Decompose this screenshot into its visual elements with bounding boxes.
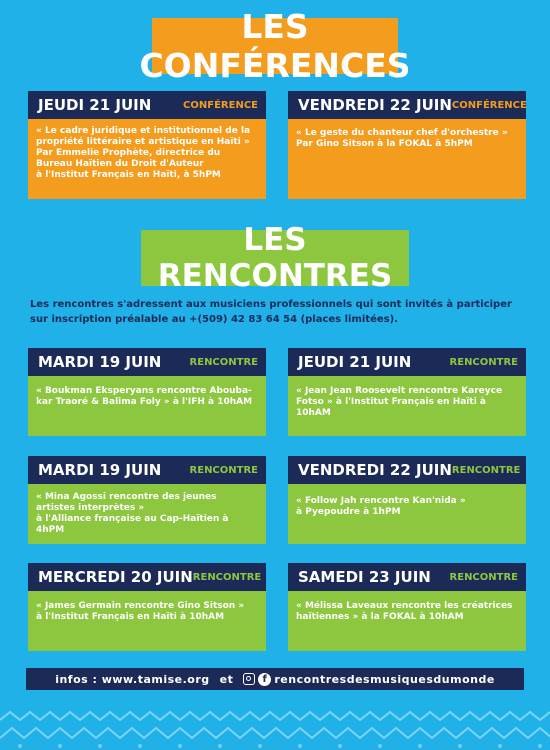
card-line: « Boukman Eksperyans rencontre Abouba-kar Traoré & Balima Foly » à l'IFH à 10hAM <box>36 386 253 407</box>
card-body <box>288 591 526 651</box>
card-line: à Pyepoudre à 1hPM <box>296 507 401 517</box>
conference-card <box>288 91 526 199</box>
card-type: CONFÉRENCE <box>451 99 527 111</box>
facebook-icon[interactable]: f <box>258 673 271 686</box>
card-date: MARDI 19 JUIN <box>38 353 162 371</box>
card-date: MARDI 19 JUIN <box>38 461 162 479</box>
rencontre-card <box>28 456 266 544</box>
card-date: VENDREDI 22 JUIN <box>298 96 452 114</box>
social-handle[interactable]: rencontresdesmusiquesdumonde <box>274 672 495 686</box>
card-header <box>288 91 526 119</box>
conference-card <box>28 91 266 199</box>
card-body <box>28 484 266 544</box>
card-line: « Le geste du chanteur chef d'orchestre » <box>296 128 508 138</box>
card-date: JEUDI 21 JUIN <box>38 96 152 114</box>
card-body <box>28 119 266 199</box>
card-body <box>28 376 266 436</box>
card-line: « James Germain rencontre Gino Sitson » <box>36 601 245 611</box>
card-line: Par Gino Sitson à la FOKAL à 5hPM <box>296 139 473 149</box>
rencontre-card <box>28 348 266 436</box>
card-date: SAMEDI 23 JUIN <box>298 568 431 586</box>
card-header <box>28 91 266 119</box>
card-line: à l'Alliance française au Cap-Haïtien à 4hPM <box>36 514 229 535</box>
card-line: à l'Institut Français en Haïti, à 5hPM <box>36 170 221 180</box>
instagram-icon[interactable] <box>243 673 255 685</box>
footer-bar <box>26 668 524 690</box>
card-line: « Mélissa Laveaux rencontre les créatrices haïtiennes » à la FOKAL à 10hAM <box>296 601 513 622</box>
card-line: « Mina Agossi rencontre des jeunes artistes interprètes » <box>36 492 217 513</box>
footer-infos[interactable]: infos : www.tamise.org <box>55 672 210 686</box>
card-type: RENCONTRE <box>449 356 518 368</box>
card-body <box>288 484 526 544</box>
card-line: Par Emmelie Prophète, directrice du Bureau Haïtien du Droit d'Auteur <box>36 148 221 169</box>
card-line: « Follow Jah rencontre Kan'nida » <box>296 496 466 506</box>
card-type: RENCONTRE <box>189 356 258 368</box>
card-date: MERCREDI 20 JUIN <box>38 568 193 586</box>
card-line: « Jean Jean Roosevelt rencontre Kareyce Fotso » à l'Institut Français en Haïti à 10hAM <box>296 386 503 418</box>
card-header <box>28 348 266 376</box>
card-header <box>288 563 526 591</box>
social-links <box>243 673 494 686</box>
card-type: RENCONTRE <box>449 571 518 583</box>
card-line: à l'Institut Français en Haïti à 10hAM <box>36 612 225 622</box>
card-date: JEUDI 21 JUIN <box>298 353 412 371</box>
card-type: RENCONTRE <box>451 464 521 476</box>
rencontre-card <box>288 563 526 651</box>
conferences-title: LES CONFÉRENCES <box>139 7 411 85</box>
footer-et: et <box>219 672 234 686</box>
card-header <box>28 456 266 484</box>
rencontre-card <box>288 348 526 436</box>
rencontre-card <box>28 563 266 651</box>
card-header <box>288 456 526 484</box>
card-header <box>288 348 526 376</box>
rencontre-card <box>288 456 526 544</box>
decorative-pattern <box>0 700 550 750</box>
card-header <box>28 563 266 591</box>
card-body <box>288 119 526 199</box>
card-body <box>28 591 266 651</box>
card-body <box>288 376 526 436</box>
rencontres-title: LES RENCONTRES <box>141 230 409 286</box>
card-date: VENDREDI 22 JUIN <box>298 461 452 479</box>
rencontres-intro: Les rencontres s'adressent aux musiciens professionnels qui sont invités à participer sur inscription préalable au +(509) 42 83 64 54 (places limitées). <box>30 299 512 325</box>
card-line: « Le cadre juridique et institutionnel de la propriété littéraire et artistique en Haïti » <box>36 126 251 147</box>
card-type: RENCONTRE <box>192 571 262 583</box>
card-type: CONFÉRENCE <box>183 99 258 111</box>
card-type: RENCONTRE <box>189 464 258 476</box>
